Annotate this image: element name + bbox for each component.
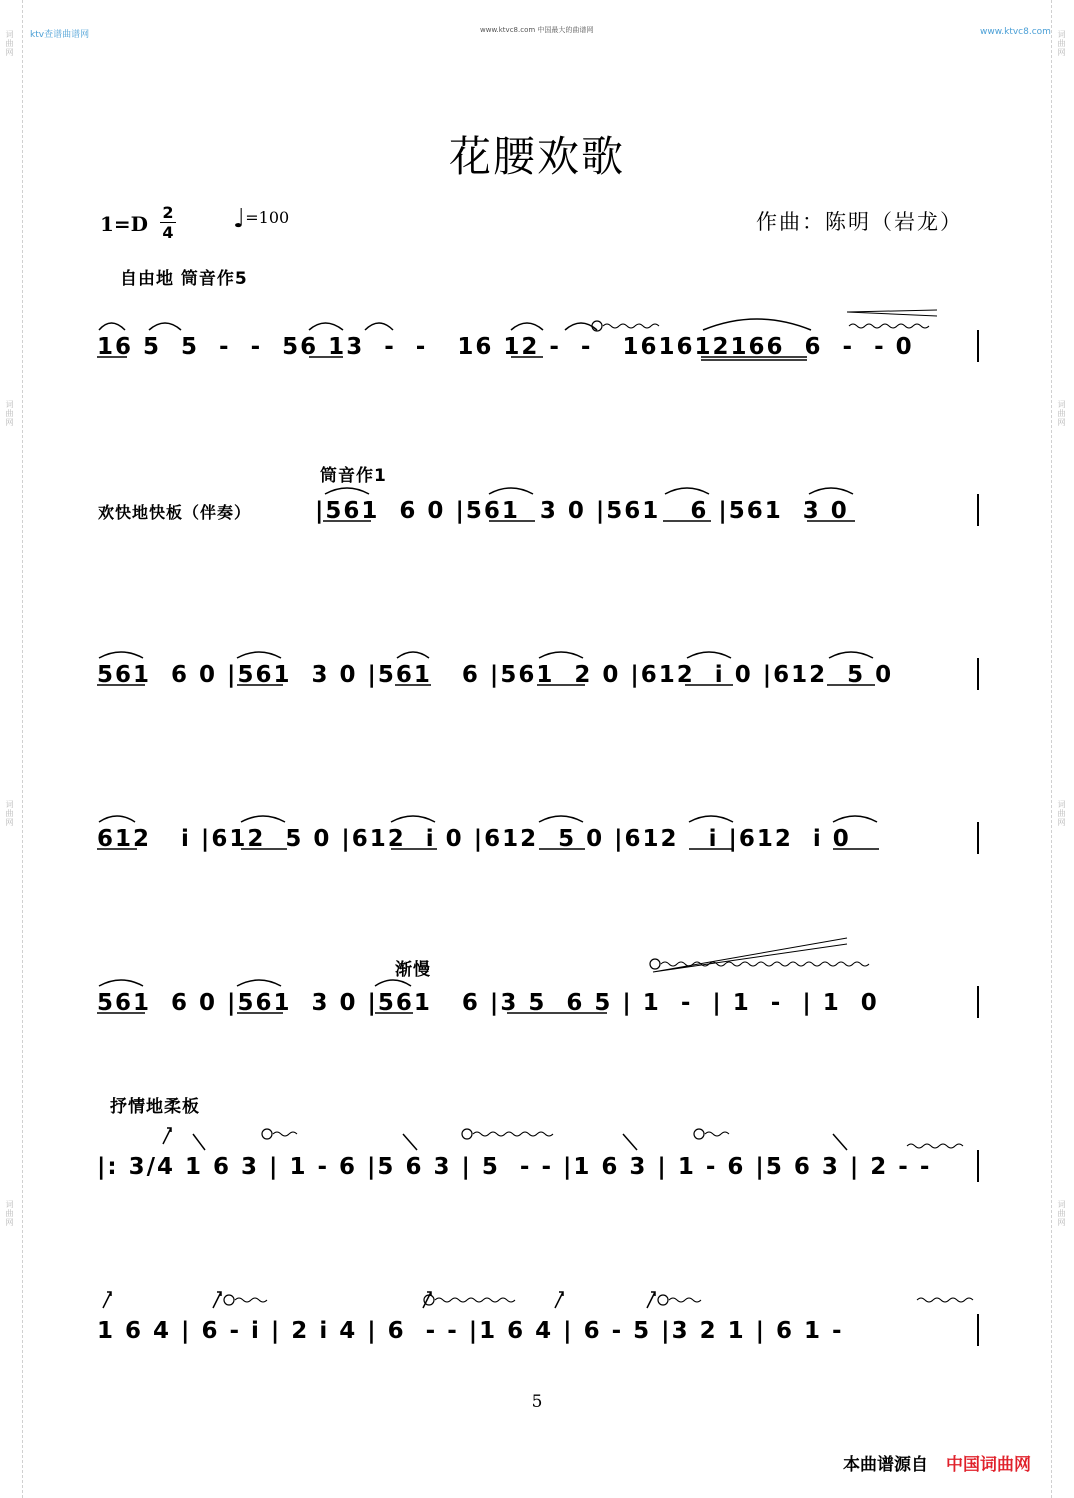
barline [977, 658, 979, 690]
notation-line: 561 6 0 |561 3 0 |561 6 |3 5 6 5 | 1 - | 1 - | 1 0 [97, 990, 879, 1016]
watermark-text: 词曲网 [1057, 30, 1066, 57]
barline [977, 494, 979, 526]
time-bottom: 4 [162, 223, 174, 242]
annotation-ritardando: 渐慢 [395, 960, 431, 980]
watermark-text: 词曲网 [5, 400, 14, 427]
annotation-adagio: 抒情地柔板 [110, 1097, 200, 1117]
watermark-text: 词曲网 [5, 1200, 14, 1227]
notation-line: 1 6 4 | 6 - i | 2 i 4 | 6 - - |1 6 4 | 6 - 5 |3 2 1 | 6 1 - [97, 1318, 844, 1344]
watermark-text: 词曲网 [1057, 400, 1066, 427]
notation-line: 612 i |612 5 0 |612 i 0 |612 5 0 |612 i |612 i 0 [97, 826, 851, 852]
watermark-text: 词曲网 [5, 800, 14, 827]
key-signature: 1=D [100, 212, 149, 236]
header-right-link[interactable]: www.ktvc8.com [980, 27, 1051, 37]
barline [977, 822, 979, 854]
music-system-5 [97, 958, 979, 1018]
music-system-3 [97, 630, 979, 690]
barline [977, 1314, 979, 1346]
annotation-free-tempo: 自由地 筒音作5 [120, 269, 248, 289]
music-system-7 [97, 1286, 979, 1346]
notation-line: |: 3/4 1 6 3 | 1 - 6 |5 6 3 | 5 - - |1 6 3 | 1 - 6 |5 6 3 | 2 - - [97, 1154, 932, 1180]
watermark-text: 词曲网 [1057, 800, 1066, 827]
notation-line: |561 6 0 |561 3 0 |561 6 |561 3 0 [315, 498, 849, 524]
music-system-4 [97, 794, 979, 854]
source-label: 本曲谱源自 [843, 1455, 928, 1475]
time-signature [160, 204, 176, 241]
music-system-6 [97, 1122, 979, 1182]
page-number: 5 [531, 1392, 543, 1412]
music-system-2 [97, 466, 979, 526]
music-system-1 [97, 302, 979, 362]
watermark-text: 词曲网 [1057, 1200, 1066, 1227]
annotation-allegro: 欢快地快板（伴奏） [98, 503, 252, 522]
tempo-value: =100 [245, 208, 290, 227]
barline [977, 986, 979, 1018]
watermark-text: 词曲网 [5, 30, 14, 57]
quarter-note-icon: ♩ [233, 204, 246, 234]
left-margin-watermark [0, 0, 23, 1498]
barline [977, 330, 979, 362]
right-margin-watermark [1051, 0, 1074, 1498]
notation-line: 16 5 5 - - 56 13 - - 16 12 - - 161612166 6 - - 0 [97, 334, 914, 360]
notation-line: 561 6 0 |561 3 0 |561 6 |561 2 0 |612 i 0 |612 5 0 [97, 662, 894, 688]
time-top: 2 [162, 203, 174, 222]
header-center-text: www.ktvc8.com 中国最大的曲谱网 [480, 26, 594, 34]
source-site-link[interactable]: 中国词曲网 [946, 1455, 1031, 1475]
song-title: 花腰欢歌 [448, 132, 625, 181]
header-left-link[interactable]: ktv查谱曲谱网 [30, 30, 90, 40]
source-footer [843, 1450, 1031, 1475]
tempo-marking [233, 204, 289, 234]
composer-credit: 作曲：陈明（岩龙） [756, 210, 963, 234]
barline [977, 1150, 979, 1182]
annotation-tube-tone: 筒音作1 [320, 466, 387, 486]
